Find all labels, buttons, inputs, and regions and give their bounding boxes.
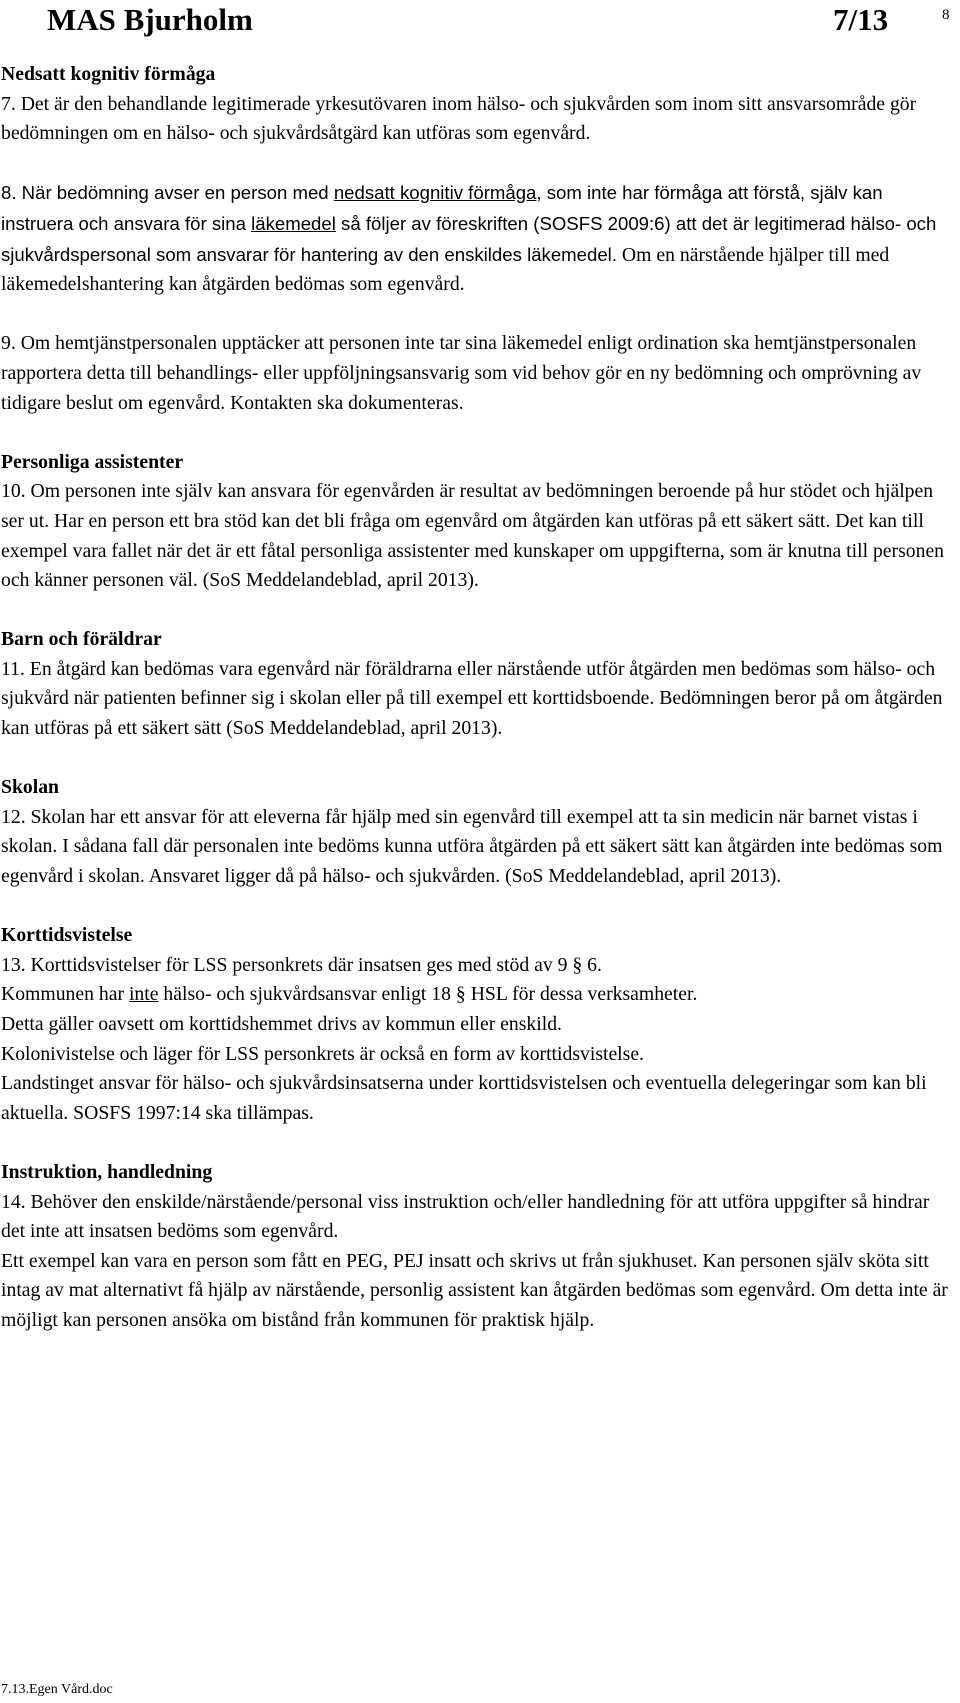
paragraph-14-example: Ett exempel kan vara en person som fått en PEG, PEJ insatt och skrivs ut från sjukhuset. Kan personen själv sköta sitt intag av mat alternativt få hjälp av närstående, personlig assistent kan åtgärden bedömas som egenvård. Om detta inte är möjligt kan personen ansöka om bistånd från kommunen för praktisk hjälp. xyxy=(1,1249,948,1331)
paragraph-13-line-5: Landstinget ansvar för hälso- och sjukvårdsinsatserna under korttidsvistelsen och eventuella delegeringar som kan bli aktuella. SOSFS 1997:14 ska tillämpas. xyxy=(1,1072,927,1124)
section-heading-korttidsvistelse: Korttidsvistelse xyxy=(1,924,133,947)
section-heading-nedsatt-kognitiv: Nedsatt kognitiv förmåga xyxy=(1,63,216,85)
paragraph-12: 12. Skolan har ett ansvar för att eleverna får hjälp med sin egenvård till exempel att ta sin medicin när barnet vistas i skolan. I sådana fall där personalen inte bedöms kunna utföra åtgärden på ett säkert sätt kan åtgärden inte bedömas som egenvård i skolan. Ansvaret ligger då på hälso- och sjukvården. (SoS Meddelandeblad, april 2013). xyxy=(1,805,943,888)
section-heading-instruktion-handledning: Instruktion, handledning xyxy=(1,1160,213,1183)
document-title: MAS Bjurholm xyxy=(47,2,253,37)
paragraph-13-line-2: Kommunen har inte hälso- och sjukvårdsansvar enligt 18 § HSL för dessa verksamheter. xyxy=(1,983,698,1006)
document-body xyxy=(1,60,951,1336)
paragraph-10: 10. Om personen inte själv kan ansvara för egenvården är resultat av bedömningen beroende på hur stödet och hjälpen ser ut. Har en person ett bra stöd kan det bli fråga om egenvård om åtgärden kan utföras på ett säkert sätt. Det kan till exempel vara fallet när det är ett fåtal personliga assistenter med kunskaper om uppgifterna, som är knutna till personen och känner personen väl. (SoS Meddelandeblad, april 2013). xyxy=(1,480,945,592)
spacer xyxy=(1,596,951,626)
spacer xyxy=(1,1128,951,1158)
underlined-inte: inte xyxy=(128,983,159,1006)
section-heading-barn-och-foraldrar: Barn och föräldrar xyxy=(1,628,162,651)
section-heading-personliga-assistenter: Personliga assistenter xyxy=(1,450,184,473)
page-number: 8 xyxy=(942,7,950,23)
spacer xyxy=(1,744,951,774)
link-nedsatt-kognitiv-formaga[interactable]: nedsatt kognitiv förmåga xyxy=(333,182,537,204)
paragraph-13-line-3: Detta gäller oavsett om korttidshemmet drivs av kommun eller enskild. xyxy=(1,1013,562,1035)
document-section-number: 7/13 xyxy=(833,2,889,37)
paragraph-13: 13. Korttidsvistelser för LSS personkrets där insatsen ges med stöd av 9 § 6. xyxy=(1,953,602,976)
link-lakemedel[interactable]: läkemedel xyxy=(251,212,336,234)
paragraph-13-line-4: Kolonivistelse och läger för LSS personkrets är också en form av korttidsvistelse. xyxy=(1,1042,644,1065)
spacer xyxy=(1,418,951,448)
paragraph-8: 8. När bedömning avser en person med nedsatt kognitiv förmåga, som inte har förmåga att förstå, själv kan instruera och ansvara för sina läkemedel så följer av föreskriften (SOSFS 2009:6) att det är legitimerad hälso- och sjukvårdspersonal som ansvarar för hantering av den enskildes läkemedel. Om en närstående hjälper till med läkemedelshantering kan åtgärden bedömas som egenvård. xyxy=(1,182,937,296)
spacer xyxy=(1,300,951,330)
paragraph-14: 14. Behöver den enskilde/närstående/personal viss instruktion och/eller handledning för att utföra uppgifter så hindrar det inte att insatsen bedöms som egenvård. xyxy=(1,1190,930,1243)
paragraph-7: 7. Det är den behandlande legitimerade yrkesutövaren inom hälso- och sjukvården som inom sitt ansvarsområde gör bedömningen om en hälso- och sjukvårdsåtgärd kan utföras som egenvård. xyxy=(1,92,917,145)
section-sign: § xyxy=(455,983,466,1006)
spacer xyxy=(1,892,951,922)
paragraph-11: 11. En åtgärd kan bedömas vara egenvård när föräldrarna eller närstående utför åtgärden men bedömas som hälso- och sjukvård när patienten befinner sig i skolan eller på till exempel ett korttidsboende. Bedömningen beror på om åtgärden kan utföras på ett säkert sätt (SoS Meddelandeblad, april 2013). xyxy=(1,657,943,740)
paragraph-9: 9. Om hemtjänstpersonalen upptäcker att personen inte tar sina läkemedel enligt ordination ska hemtjänstpersonalen rapportera detta till behandlings- eller uppföljningsansvarig som vid behov gör en ny bedömning och omprövning av tidigare beslut om egenvård. Kontakten ska dokumenteras. xyxy=(1,332,922,414)
section-sign: § xyxy=(572,953,583,976)
spacer xyxy=(1,149,951,179)
section-heading-skolan: Skolan xyxy=(1,776,60,799)
footer-filename: 7.13.Egen Vård.doc xyxy=(1,1682,113,1697)
